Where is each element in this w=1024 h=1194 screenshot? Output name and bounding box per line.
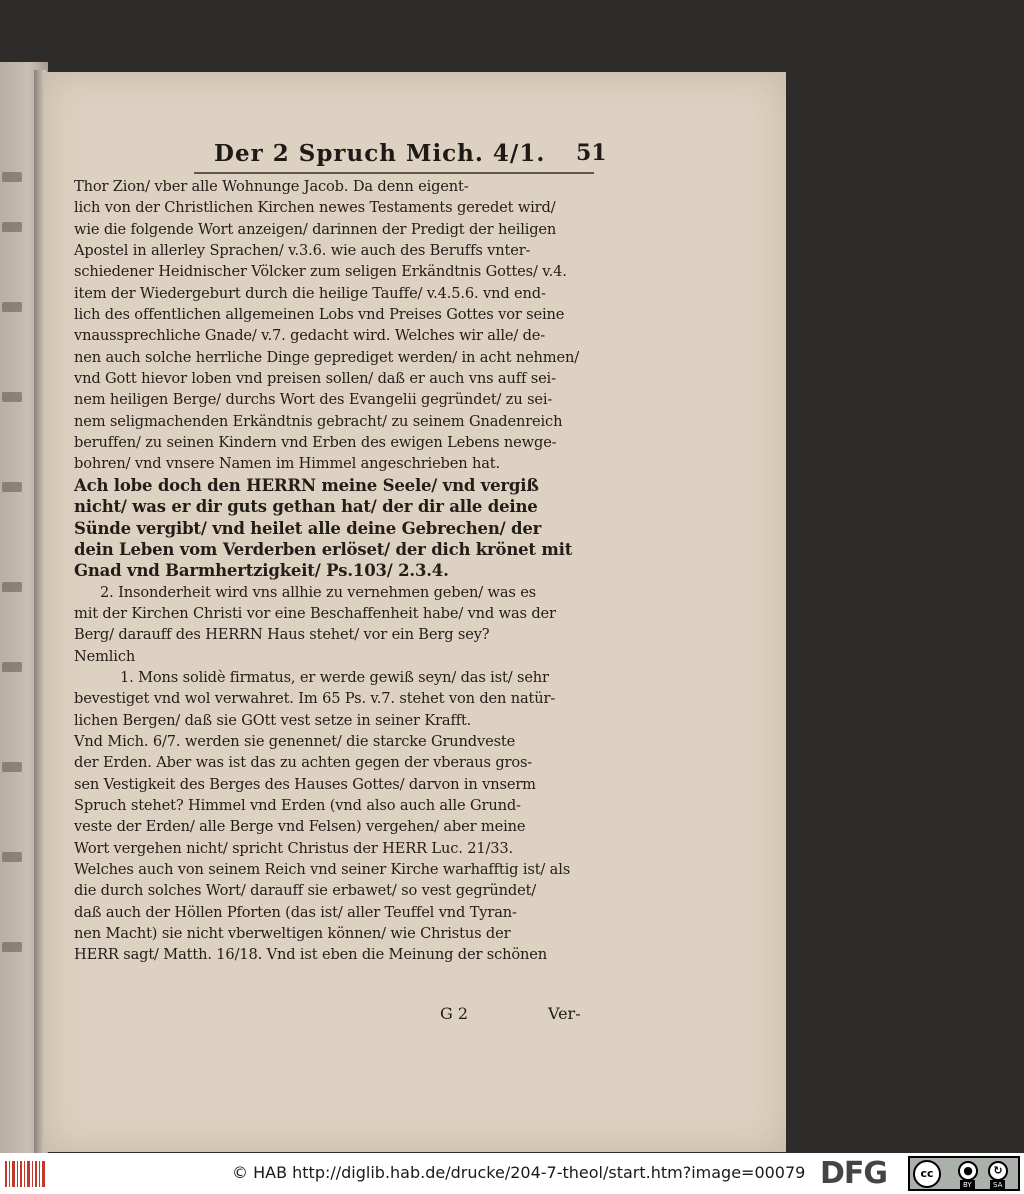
text-line: die durch solches Wort/ darauff sie erbawet/ so vest gegründet/ <box>74 882 537 900</box>
bleed-text-fragment <box>2 762 22 772</box>
text-line: Nemlich <box>74 647 136 665</box>
source-link[interactable]: © HAB http://diglib.hab.de/drucke/204-7-theol/start.htm?image=00079 <box>232 1163 806 1182</box>
barcode-icon <box>4 1159 48 1189</box>
text-line: lich von der Christlichen Kirchen newes Testaments geredet wird/ <box>74 199 556 217</box>
text-line: wie die folgende Wort anzeigen/ darinnen der Predigt der heiligen <box>74 220 557 238</box>
text-line: Vnd Mich. 6/7. werden sie genennet/ die starcke Grundveste <box>74 732 516 750</box>
attribution-icon: ● <box>958 1161 978 1181</box>
cc-license-badge[interactable] <box>908 1156 1020 1191</box>
text-line: nem heiligen Berge/ durchs Wort des Evangelii gegründet/ zu sei- <box>74 391 553 409</box>
bleed-text-fragment <box>2 942 22 952</box>
text-line: lich des offentlichen allgemeinen Lobs vnd Preises Gottes vor seine <box>74 306 565 324</box>
text-line: HERR sagt/ Matth. 16/18. Vnd ist eben die Meinung der schönen <box>74 946 547 964</box>
text-line: Wort vergehen nicht/ spricht Christus der HERR Luc. 21/33. <box>74 839 514 857</box>
text-line: schiedener Heidnischer Völcker zum seligen Erkändtnis Gottes/ v.4. <box>74 263 567 281</box>
text-line: beruffen/ zu seinen Kindern vnd Erben des ewigen Lebens newge- <box>74 434 557 452</box>
body-text <box>74 176 614 966</box>
catchword: Ver- <box>548 1004 581 1023</box>
text-line: item der Wiedergeburt durch die heilige Tauffe/ v.4.5.6. vnd end- <box>74 284 546 302</box>
running-head: Der 2 Spruch Mich. 4/1. <box>214 140 546 167</box>
bleed-text-fragment <box>2 222 22 232</box>
text-line: 2. Insonderheit wird vns allhie zu vernehmen geben/ was es <box>100 583 537 601</box>
scripture-quote-line: Sünde vergibt/ vnd heilet alle deine Gebrechen/ der <box>74 518 542 538</box>
bleed-text-fragment <box>2 582 22 592</box>
text-line: Welches auch von seinem Reich vnd seiner Kirche warhafftig ist/ als <box>74 861 571 878</box>
sa-label: SA <box>990 1180 1005 1190</box>
by-label: BY <box>960 1180 975 1190</box>
text-line: vnaussprechliche Gnade/ v.7. gedacht wird. Welches wir alle/ de- <box>74 327 546 345</box>
scripture-quote-line: nicht/ was er dir guts gethan hat/ der dir alle deine <box>74 497 538 517</box>
scripture-quote-line: Ach lobe doch den HERRN meine Seele/ vnd vergiß <box>74 475 539 495</box>
bleed-text-fragment <box>2 302 22 312</box>
bleed-text-fragment <box>2 482 22 492</box>
signature-mark: G 2 <box>440 1004 469 1023</box>
bleed-text-fragment <box>2 392 22 402</box>
cc-icon: cc <box>913 1160 941 1188</box>
text-line: Spruch stehet? Himmel vnd Erden (vnd also auch alle Grund- <box>74 796 521 814</box>
page-number: 51 <box>576 140 607 166</box>
text-line: der Erden. Aber was ist das zu achten gegen der vberaus gros- <box>74 754 533 772</box>
text-line: daß auch der Höllen Pforten (das ist/ aller Teuffel vnd Tyran- <box>74 903 517 921</box>
text-line: nem seligmachenden Erkändtnis gebracht/ zu seinem Gnadenreich <box>74 412 563 430</box>
bleed-text-fragment <box>2 852 22 862</box>
dfg-logo: DFG <box>820 1156 888 1191</box>
viewer-footer <box>0 1153 1024 1194</box>
bleed-text-fragment <box>2 662 22 672</box>
text-line: sen Vestigkeit des Berges des Hauses Gottes/ darvon in vnserm <box>74 775 536 793</box>
header-rule <box>194 172 594 174</box>
bleed-text-fragment <box>2 172 22 182</box>
text-line: vnd Gott hievor loben vnd preisen sollen/ daß er auch vns auff sei- <box>74 370 556 388</box>
text-line: 1. Mons solidè firmatus, er werde gewiß seyn/ das ist/ sehr <box>120 668 549 686</box>
scripture-quote-line: dein Leben vom Verderben erlöset/ der dich krönet mit <box>74 539 573 559</box>
text-line: bevestiget vnd wol verwahret. Im 65 Ps. v.7. stehet von den natür- <box>74 690 556 708</box>
text-line: Berg/ darauff des HERRN Haus stehet/ vor ein Berg sey? <box>74 626 490 644</box>
text-line: lichen Bergen/ daß sie GOtt vest setze in seiner Krafft. <box>74 711 472 729</box>
text-line: Apostel in allerley Sprachen/ v.3.6. wie auch des Beruffs vnter- <box>74 242 531 260</box>
text-line: nen auch solche herrliche Dinge geprediget werden/ in acht nehmen/ <box>74 348 580 366</box>
signature-line <box>436 1004 636 1028</box>
text-line: mit der Kirchen Christi vor eine Beschaffenheit habe/ vnd was der <box>74 604 556 622</box>
text-line: nen Macht) sie nicht vberweltigen können/ wie Christus der <box>74 925 511 943</box>
text-line: Thor Zion/ vber alle Wohnunge Jacob. Da denn eigent- <box>74 178 469 195</box>
text-line: bohren/ vnd vnsere Namen im Himmel angeschrieben hat. <box>74 455 500 473</box>
share-alike-icon: ↻ <box>988 1161 1008 1181</box>
book-page <box>44 72 786 1152</box>
text-line: veste der Erden/ alle Berge vnd Felsen) vergehen/ aber meine <box>74 818 526 836</box>
scripture-quote-line: Gnad vnd Barmhertzigkeit/ Ps.103/ 2.3.4. <box>74 561 449 581</box>
